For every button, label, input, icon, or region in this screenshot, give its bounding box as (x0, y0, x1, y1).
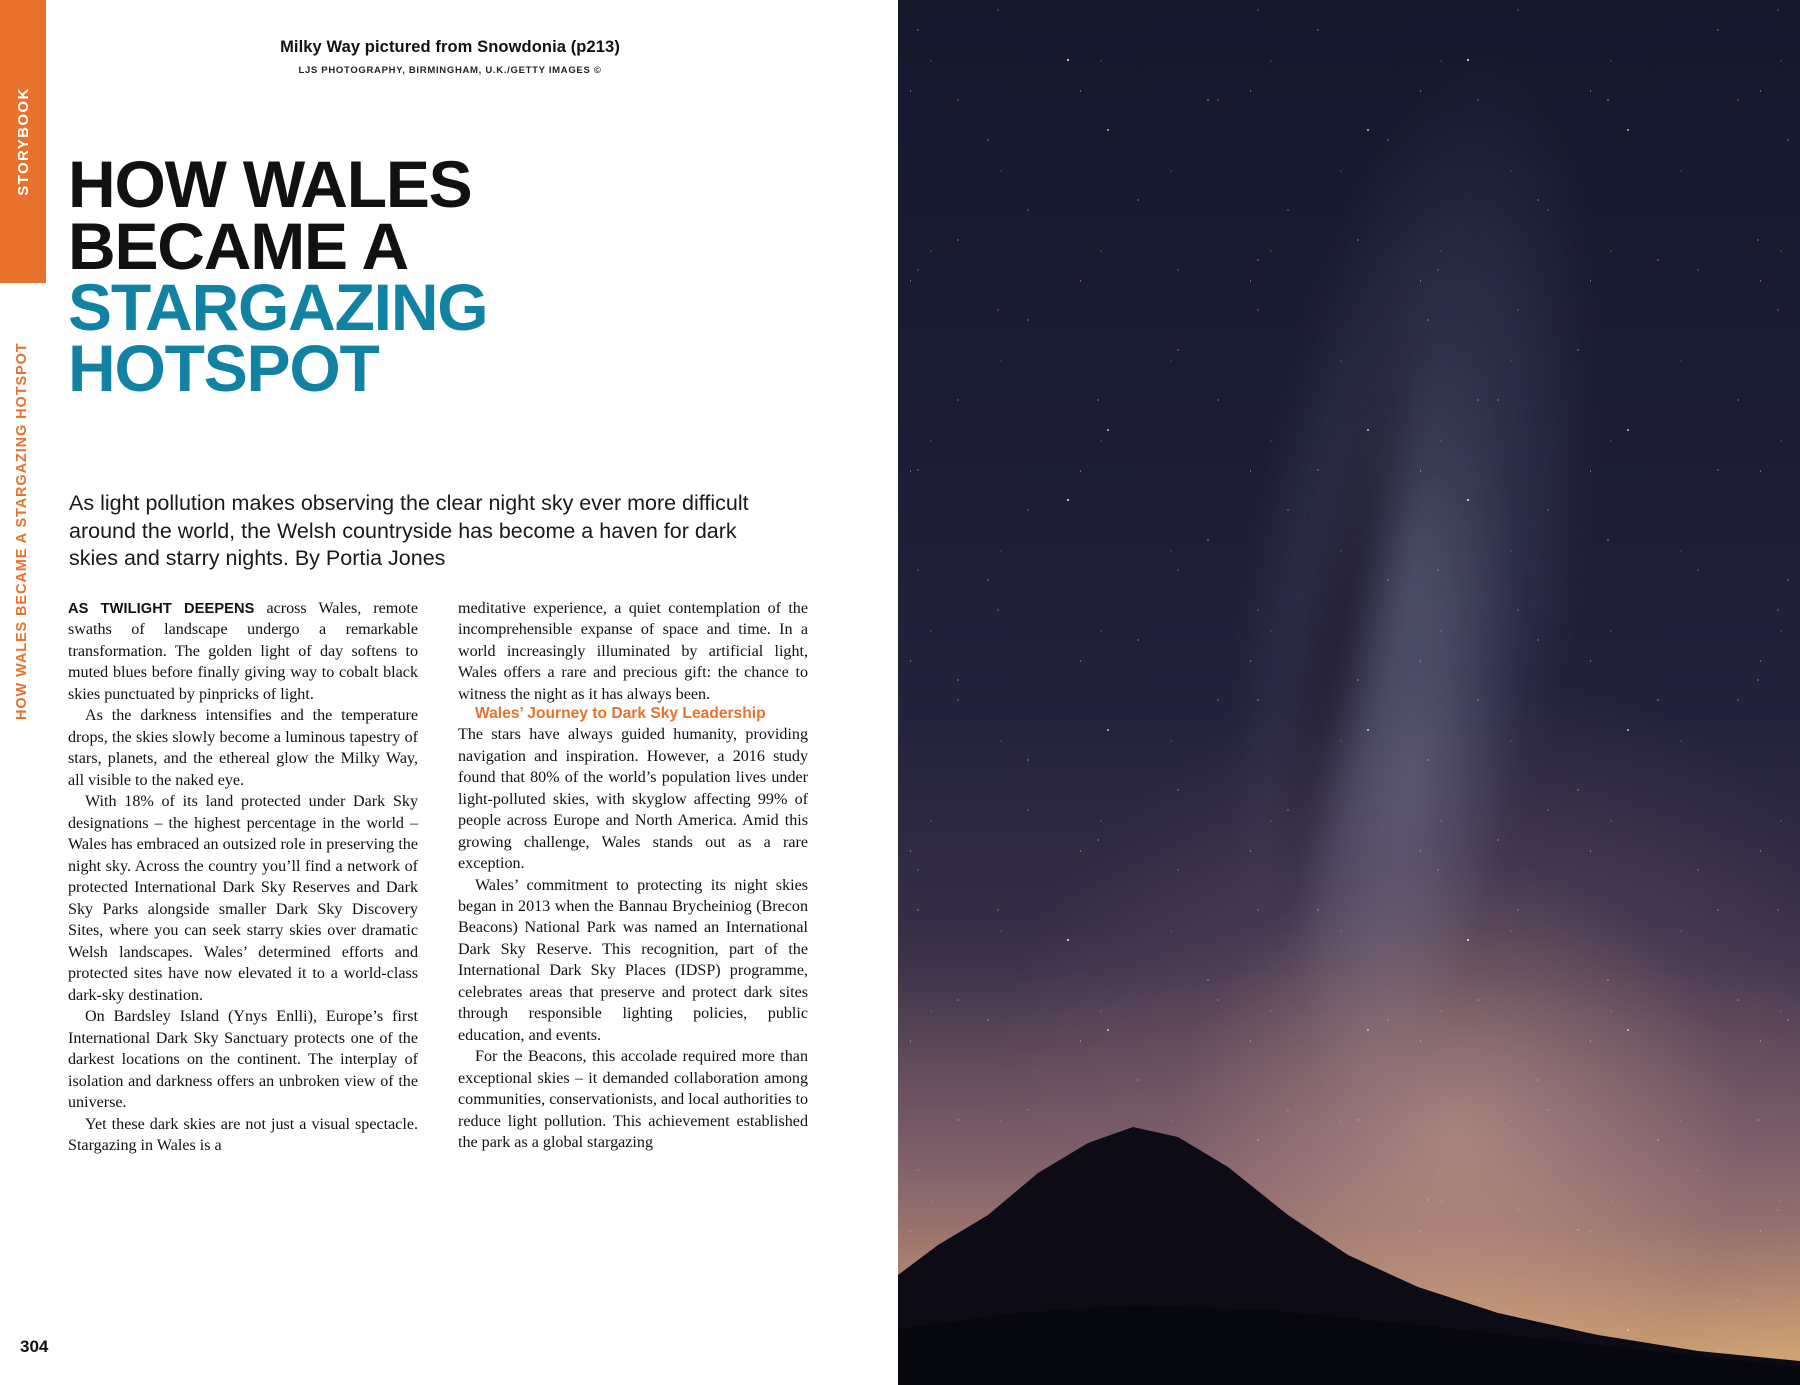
page-number: 304 (20, 1337, 49, 1356)
standfirst: As light pollution makes observing the clear night sky ever more difficult around the world, the Welsh countryside has become a haven for dark skies and starry nights. By Portia Jones (69, 491, 749, 571)
headline-line-2: BECAME A (68, 208, 408, 283)
page-title (68, 147, 808, 406)
paragraph: The stars have always guided humanity, providing navigation and inspiration. However, a 2016 study found that 80% of the world’s population lives under light-polluted skies, with skyglow affecting 99% of people across Europe and North America. Amid this growing challenge, Wales stands out as a rare exception. (458, 726, 808, 873)
paragraph: On Bardsley Island (Ynys Enlli), Europe’s first International Dark Sky Sanctuary protects one of the darkest locations on the continent. The interplay of isolation and darkness offers an unbroken view of the universe. (68, 1008, 418, 1112)
body-column-left (68, 598, 418, 1338)
paragraph: meditative experience, a quiet contemplation of the incomprehensible expanse of space and time. In a world increasingly illuminated by artificial light, Wales offers a rare and precious gift: the chance to witness the night as it has always been. (458, 600, 808, 703)
article-body (68, 598, 828, 1338)
left-section-tab (0, 0, 46, 283)
section-subheading: Wales’ Journey to Dark Sky Leadership (475, 705, 766, 723)
paragraph: Wales’ commitment to protecting its night skies began in 2013 when the Bannau Brycheiniog (Brecon Beacons) National Park was named an International Dark Sky Reserve. This recognition, part of the International Dark Sky Places (IDSP) programme, celebrates areas that preserve and protect dark sites through responsible lighting policies, public education, and events. (458, 876, 808, 1044)
mountain-silhouette (898, 915, 1800, 1385)
paragraph: With 18% of its land protected under Dark Sky designations – the highest percentage in the world – Wales has embraced an outsized role in preserving the night sky. Across the country you’ll find a network of protected International Dark Sky Reserves and Dark Sky Parks alongside smaller Dark Sky Discovery Sites, where you can seek starry skies over dramatic Welsh landscapes. Wales’ determined efforts and protected sites have now elevated it to a world-class dark-sky destination. (68, 793, 418, 1004)
photo-caption-block (70, 38, 830, 76)
photo-credit: LJS PHOTOGRAPHY, BIRMINGHAM, U.K./GETTY IMAGES © (298, 65, 602, 76)
headline-line-3: STARGAZING (68, 269, 488, 344)
photo-caption-title: Milky Way pictured from Snowdonia (p213) (280, 38, 620, 56)
paragraph (68, 598, 418, 705)
paragraph: As the darkness intensifies and the temperature drops, the skies slowly become a luminous tapestry of stars, planets, and the ethereal glow the Milky Way, all visible to the naked eye. (68, 707, 418, 789)
lead-in-bold: AS TWILIGHT DEEPENS (68, 601, 255, 617)
paragraph-text: across Wales, remote swaths of landscape undergo a remarkable transformation. The golden light of day softens to muted blues before finally giving way to cobalt black skies punctuated by pinpricks of light. (68, 600, 418, 703)
headline-line-1: HOW WALES (68, 147, 472, 222)
paragraph: For the Beacons, this accolade required more than exceptional skies – it demanded collaboration among communities, conservationists, and local authorities to reduce light pollution. This achievement established the park as a global stargazing (458, 1048, 808, 1152)
headline-line-4: HOTSPOT (68, 331, 379, 406)
paragraph: Yet these dark skies are not just a visual spectacle. Stargazing in Wales is a (68, 1115, 418, 1155)
running-head-vertical: HOW WALES BECAME A STARGAZING HOTSPOT (14, 342, 30, 720)
night-sky-photo (898, 0, 1800, 1385)
body-column-right (458, 598, 808, 1338)
left-section-tab-label: STORYBOOK (14, 87, 32, 196)
